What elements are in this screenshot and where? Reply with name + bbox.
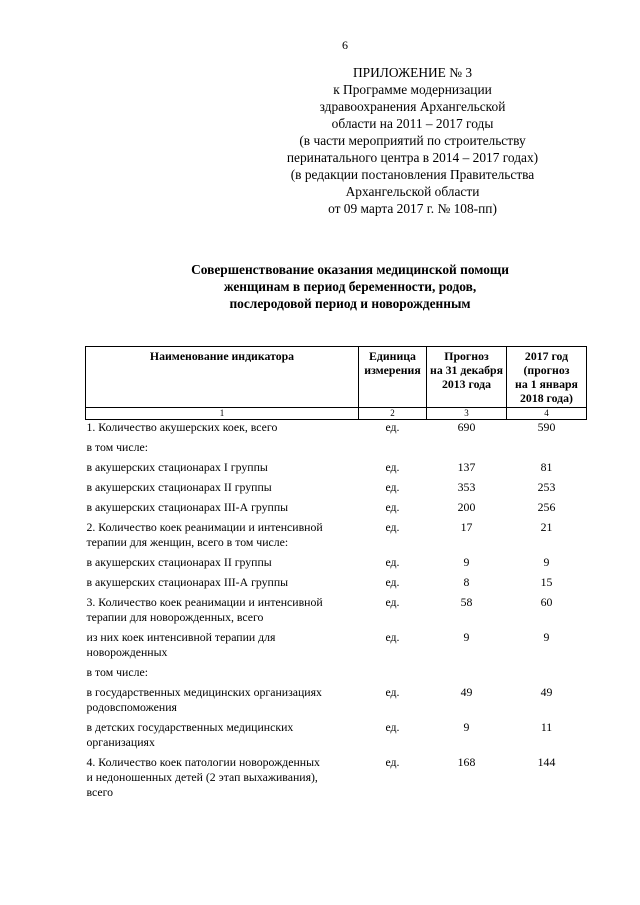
appendix-line: перинатального центра в 2014 – 2017 годах) bbox=[286, 150, 539, 165]
unit-cell: ед. bbox=[385, 685, 400, 699]
year-2017-cell: 253 bbox=[537, 480, 556, 494]
year-2017-cell: 81 bbox=[540, 460, 553, 474]
unit-cell: ед. bbox=[385, 460, 400, 474]
table-row bbox=[86, 755, 587, 805]
indicator-name-cell bbox=[86, 460, 359, 480]
forecast-2013-cell: 49 bbox=[460, 685, 473, 699]
table-body bbox=[86, 420, 587, 806]
unit-cell bbox=[359, 440, 427, 460]
forecast-2013-cell: 200 bbox=[457, 500, 476, 514]
unit-cell: ед. bbox=[385, 420, 400, 434]
indicator-name-cell bbox=[86, 500, 359, 520]
appendix-line: здравоохранения Архангельской bbox=[319, 99, 506, 114]
indicator-name-line: в акушерских стационарах II группы bbox=[86, 555, 272, 569]
column-number: 4 bbox=[507, 408, 587, 420]
unit-cell: ед. bbox=[385, 480, 400, 494]
year-2017-cell bbox=[507, 665, 587, 685]
table-row bbox=[86, 575, 587, 595]
indicator-name-line: всего bbox=[86, 785, 114, 799]
table-row bbox=[86, 555, 587, 575]
document-title bbox=[130, 261, 570, 312]
year-2017-cell: 21 bbox=[540, 520, 553, 534]
appendix-line: (в редакции постановления Правительства bbox=[290, 167, 535, 182]
indicator-name-cell bbox=[86, 755, 359, 805]
forecast-2013-cell: 137 bbox=[457, 460, 476, 474]
unit-cell: ед. bbox=[385, 720, 400, 734]
indicator-name-cell bbox=[86, 520, 359, 555]
indicator-name-line: 3. Количество коек реанимации и интенсивной bbox=[86, 595, 323, 609]
title-line: Совершенствование оказания медицинской помощи bbox=[191, 262, 509, 277]
table-row bbox=[86, 420, 587, 441]
indicator-name-line: в акушерских стационарах III-А группы bbox=[86, 500, 289, 514]
indicator-name-line: из них коек интенсивной терапии для bbox=[86, 630, 276, 644]
forecast-2013-cell: 17 bbox=[460, 520, 473, 534]
appendix-line: к Программе модернизации bbox=[333, 82, 492, 97]
header-indicator-name: Наименование индикатора bbox=[86, 347, 359, 408]
table-row bbox=[86, 720, 587, 755]
indicator-name-line: в акушерских стационарах I группы bbox=[86, 460, 268, 474]
header-row bbox=[86, 347, 587, 408]
unit-cell: ед. bbox=[385, 575, 400, 589]
indicator-name-line: в том числе: bbox=[86, 440, 148, 454]
appendix-line: ПРИЛОЖЕНИЕ № 3 bbox=[352, 65, 473, 80]
year-2017-cell bbox=[507, 440, 587, 460]
table-row bbox=[86, 460, 587, 480]
year-2017-cell: 49 bbox=[540, 685, 553, 699]
forecast-2013-cell bbox=[427, 440, 507, 460]
indicator-name-cell bbox=[86, 575, 359, 595]
indicators-table bbox=[85, 346, 587, 805]
column-number: 3 bbox=[427, 408, 507, 420]
indicator-name-cell bbox=[86, 720, 359, 755]
forecast-2013-cell: 690 bbox=[457, 420, 476, 434]
appendix-header bbox=[280, 64, 545, 217]
table-row bbox=[86, 665, 587, 685]
indicator-name-line: терапии для новорожденных, всего bbox=[86, 610, 264, 624]
unit-cell: ед. bbox=[385, 520, 400, 534]
header-forecast-2013: Прогноз на 31 декабря 2013 года bbox=[427, 347, 507, 408]
unit-cell bbox=[359, 665, 427, 685]
unit-cell: ед. bbox=[385, 555, 400, 569]
unit-cell: ед. bbox=[385, 755, 400, 769]
forecast-2013-cell: 9 bbox=[463, 555, 470, 569]
header-unit: Единица измерения bbox=[359, 347, 427, 408]
column-number: 1 bbox=[86, 408, 359, 420]
indicator-name-line: терапии для женщин, всего в том числе: bbox=[86, 535, 289, 549]
table-row bbox=[86, 440, 587, 460]
indicator-name-line: в акушерских стационарах II группы bbox=[86, 480, 272, 494]
table-row bbox=[86, 480, 587, 500]
indicator-name-line: и недоношенных детей (2 этап выхаживания), bbox=[86, 770, 318, 784]
year-2017-cell: 15 bbox=[540, 575, 553, 589]
table-row bbox=[86, 685, 587, 720]
column-number-row bbox=[86, 408, 587, 420]
column-number: 2 bbox=[359, 408, 427, 420]
page-number: 6 bbox=[342, 38, 348, 52]
indicator-name-cell bbox=[86, 420, 359, 441]
indicator-name-line: в государственных медицинских организациях bbox=[86, 685, 322, 699]
indicator-name-line: 2. Количество коек реанимации и интенсивной bbox=[86, 520, 323, 534]
title-line: послеродовой период и новорожденным bbox=[229, 296, 471, 311]
appendix-line: от 09 марта 2017 г. № 108-пп) bbox=[328, 201, 497, 216]
table-row bbox=[86, 520, 587, 555]
table-row bbox=[86, 500, 587, 520]
unit-cell: ед. bbox=[385, 630, 400, 644]
table-row bbox=[86, 595, 587, 630]
indicator-name-line: организациях bbox=[86, 735, 155, 749]
year-2017-cell: 590 bbox=[537, 420, 556, 434]
indicator-name-line: родовспоможения bbox=[86, 700, 177, 714]
indicator-name-cell bbox=[86, 665, 359, 685]
indicator-name-cell bbox=[86, 440, 359, 460]
indicator-name-cell bbox=[86, 595, 359, 630]
year-2017-cell: 256 bbox=[537, 500, 556, 514]
forecast-2013-cell: 353 bbox=[457, 480, 476, 494]
forecast-2013-cell: 9 bbox=[463, 720, 470, 734]
appendix-line: Архангельской области bbox=[345, 184, 480, 199]
indicator-name-line: в акушерских стационарах III-А группы bbox=[86, 575, 289, 589]
header-year-2017: 2017 год (прогноз на 1 января 2018 года) bbox=[507, 347, 587, 408]
indicator-name-line: новорожденных bbox=[86, 645, 168, 659]
indicator-name-cell bbox=[86, 555, 359, 575]
appendix-line: области на 2011 – 2017 годы bbox=[331, 116, 494, 131]
table-row bbox=[86, 630, 587, 665]
unit-cell: ед. bbox=[385, 500, 400, 514]
indicator-name-line: 1. Количество акушерских коек, всего bbox=[86, 420, 278, 434]
indicator-name-cell bbox=[86, 685, 359, 720]
indicator-name-cell bbox=[86, 480, 359, 500]
forecast-2013-cell: 58 bbox=[460, 595, 473, 609]
appendix-line: (в части мероприятий по строительству bbox=[299, 133, 526, 148]
title-line: женщинам в период беременности, родов, bbox=[223, 279, 477, 294]
year-2017-cell: 9 bbox=[543, 555, 550, 569]
indicator-name-line: в том числе: bbox=[86, 665, 148, 679]
forecast-2013-cell bbox=[427, 665, 507, 685]
forecast-2013-cell: 9 bbox=[463, 630, 470, 644]
forecast-2013-cell: 8 bbox=[463, 575, 470, 589]
forecast-2013-cell: 168 bbox=[457, 755, 476, 769]
indicator-name-line: в детских государственных медицинских bbox=[86, 720, 294, 734]
indicator-name-cell bbox=[86, 630, 359, 665]
unit-cell: ед. bbox=[385, 595, 400, 609]
indicator-name-line: 4. Количество коек патологии новорожденных bbox=[86, 755, 320, 769]
year-2017-cell: 144 bbox=[537, 755, 556, 769]
year-2017-cell: 9 bbox=[543, 630, 550, 644]
year-2017-cell: 11 bbox=[540, 720, 553, 734]
year-2017-cell: 60 bbox=[540, 595, 553, 609]
